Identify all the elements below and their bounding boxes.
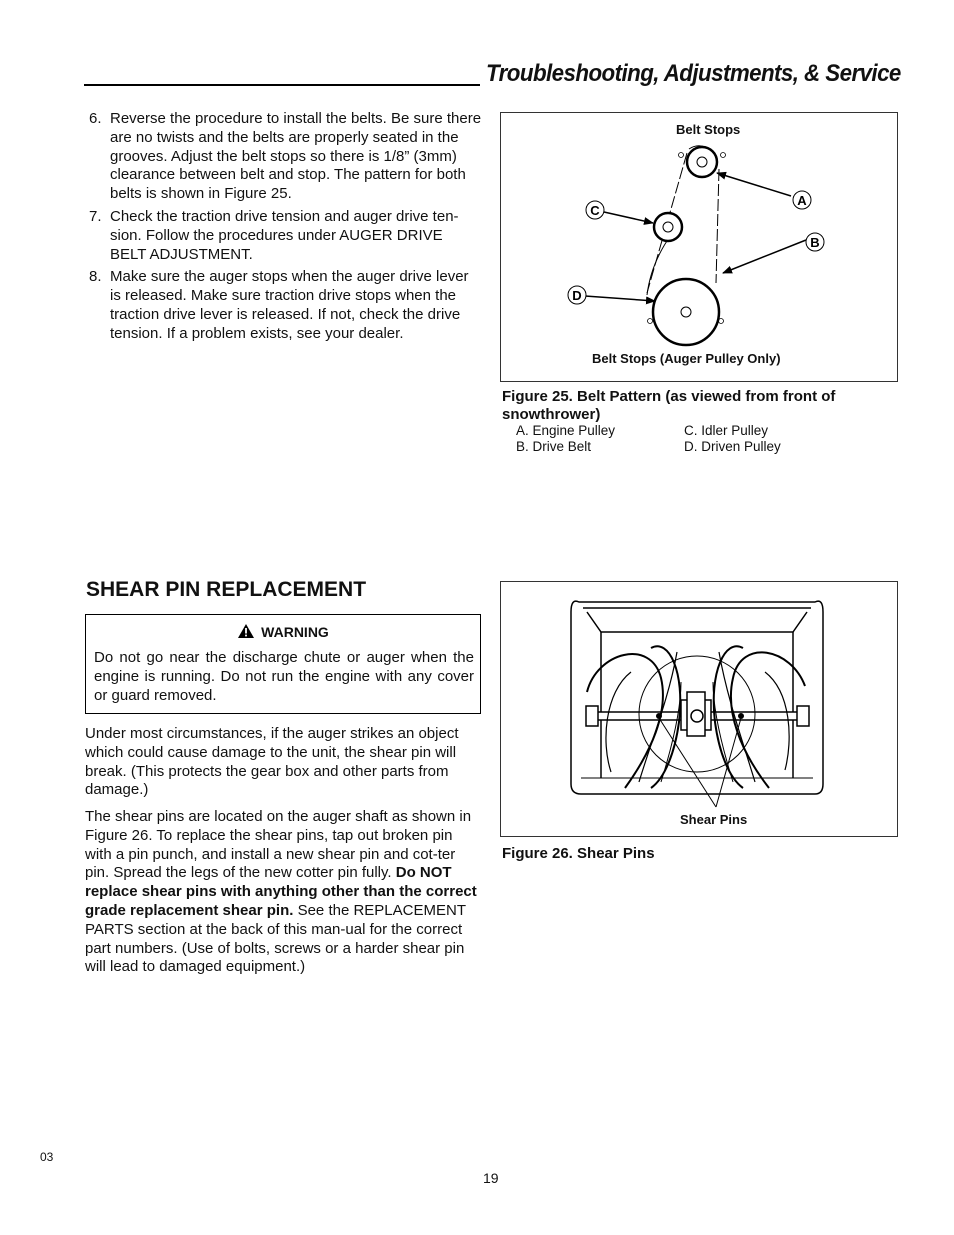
shear-pins-label: Shear Pins [680,812,748,827]
paragraph-text: See the REPLACEMENT PARTS section at the back of this man-ual for the correct part numbers. (Use of bolts, screws or a harder shear pin will lead to damaged equipment.) [85,901,466,976]
legend-b: B. Drive Belt [516,439,592,454]
belt-stops-auger-label: Belt Stops (Auger Pulley Only) [592,351,781,366]
step-number: 8. [89,268,102,286]
paragraph-shear-pin-intro: Under most circumstances, if the auger strikes an object which could cause damage to the unit, the shear pin will break. (This protects the gear box and other parts from damage.) [85,725,459,799]
idler-pulley [654,213,682,241]
step-text: Check the traction drive tension and auger drive ten-sion. Follow the procedures under AUGER DRIVE BELT ADJUSTMENT. [110,207,459,263]
section-heading: SHEAR PIN REPLACEMENT [86,578,367,601]
warning-icon [237,623,255,639]
paragraph-bold-text: Do NOT replace shear pins with anything other than the correct grade replacement shear pin. [85,864,477,919]
paragraph-shear-pin-location [85,808,483,977]
figure-26-shear-pins [500,581,898,837]
legend-d: D. Driven Pulley [684,439,781,454]
auger-housing-diagram [501,582,897,836]
driven-pulley [653,279,719,345]
page-number: 19 [483,1170,499,1186]
step-number: 6. [89,110,102,127]
list-item [84,208,482,264]
callout-d: D [572,288,582,303]
paragraph-text: The shear pins are located on the auger shaft as shown in Figure 26. To replace the shear pins, tap out broken pin with a pin punch, and install a new shear pin and cot-ter pin. Spread the legs of the new cotter pin fully. [85,808,472,882]
belt-pattern-diagram [501,113,897,381]
step-text: Make sure the auger stops when the auger drive lever is released. Make sure traction drive stops when the traction drive lever is released. If not, check the drive tension. If a problem exists, see your dealer. [110,268,469,342]
warning-title-row [86,623,480,640]
warning-text: Do not go near the discharge chute or auger when the engine is running. Do not run the engine with any cover or guard removed. [94,649,474,704]
callout-c: C [590,203,600,218]
engine-pulley [687,147,717,177]
legend-a: A. Engine Pulley [516,423,616,438]
figure-25-belt-pattern [500,112,898,382]
warning-box [85,614,481,714]
step-number: 7. [89,207,102,225]
warning-title: WARNING [261,624,329,640]
step-text: Reverse the procedure to install the belts. Be sure there are no twists and the belts are properly seated in the grooves. Adjust the belt stops so there is 1/8” (3mm) clearance between belt and stop. The pattern for both belts is shown in Figure 25. [110,110,482,203]
page-title: Troubleshooting, Adjustments, & Service [486,60,901,87]
figure-25-caption: Figure 25. Belt Pattern (as viewed from front of snowthrower) [502,388,836,423]
procedure-steps [84,110,482,348]
list-item [84,268,482,343]
callout-a: A [797,193,807,208]
list-item [84,110,482,204]
legend-c: C. Idler Pulley [684,423,769,438]
page-code: 03 [40,1150,54,1164]
belt-stops-label: Belt Stops [676,122,741,137]
header-rule [84,84,480,86]
figure-26-caption: Figure 26. Shear Pins [502,845,655,862]
callout-b: B [810,235,820,250]
